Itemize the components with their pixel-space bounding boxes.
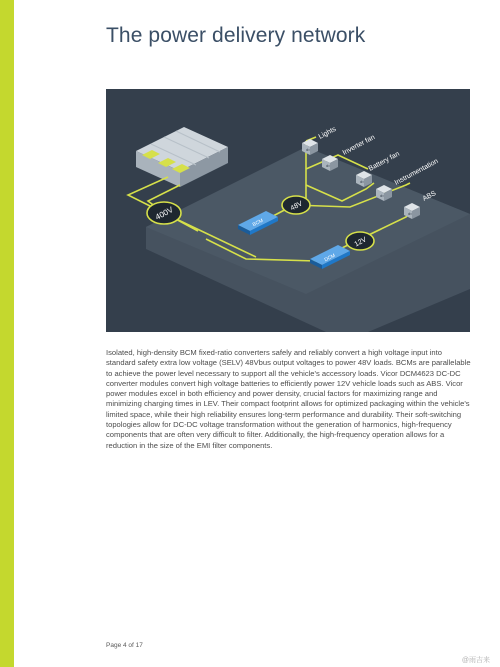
node-48v [282, 196, 310, 214]
svg-text:DCM: DCM [323, 252, 337, 264]
page-title: The power delivery network [106, 24, 366, 47]
svg-text:ȸ: ȸ [360, 179, 364, 184]
svg-text:ABS: ABS [421, 190, 438, 203]
watermark: @雨吉来 [461, 657, 490, 664]
page-number: Page 4 of 17 [106, 642, 143, 649]
power-network-illustration [106, 89, 470, 332]
svg-text:ȸ: ȸ [408, 211, 412, 216]
body-paragraph: Isolated, high-density BCM fixed-ratio converters safely and reliably convert a high voltage input into standard safety extra low voltage (SELV) 48Vbus output voltages to power 48V loads. BCMs are parallelable to achieve the power level necessary to support all the vehicle's accessory loads. Vicor DCM4623 DC-DC converter modules convert high voltage batteries to efficiently power 12V vehicle loads such as ABS. Vicor power modules excel in both efficiency and power density, crucial factors for maximizing range and minimizing charging times in LEV. Their compact footprint allows for optimized packaging within the vehicle's limited space, while their high reliability ensures long-term performance and durability. Their soft-switching topologies allow for DC-DC voltage transformation without the generation of harmonics, high-frequency components that are often very difficult to filter. Additionally, the high-frequency operation allows for a reduction in the size of the EMI filter components. [106, 348, 471, 450]
node-400v [147, 202, 181, 224]
svg-text:ȸ: ȸ [306, 147, 310, 152]
svg-text:Battery fan: Battery fan [367, 150, 401, 173]
power-network-diagram [106, 89, 470, 332]
svg-text:BCM: BCM [251, 217, 265, 229]
svg-text:Lights: Lights [317, 125, 338, 141]
svg-text:400V: 400V [153, 205, 175, 222]
battery-pack [136, 127, 228, 187]
svg-text:48V: 48V [289, 200, 304, 213]
svg-text:Instrumentation: Instrumentation [393, 157, 440, 187]
svg-text:ȸ: ȸ [326, 163, 330, 168]
node-12v [346, 232, 374, 250]
svg-text:12V: 12V [353, 236, 368, 249]
accent-side-bar [0, 0, 14, 667]
svg-text:Inverter fan: Inverter fan [341, 133, 377, 157]
svg-text:ȸ: ȸ [380, 193, 384, 198]
